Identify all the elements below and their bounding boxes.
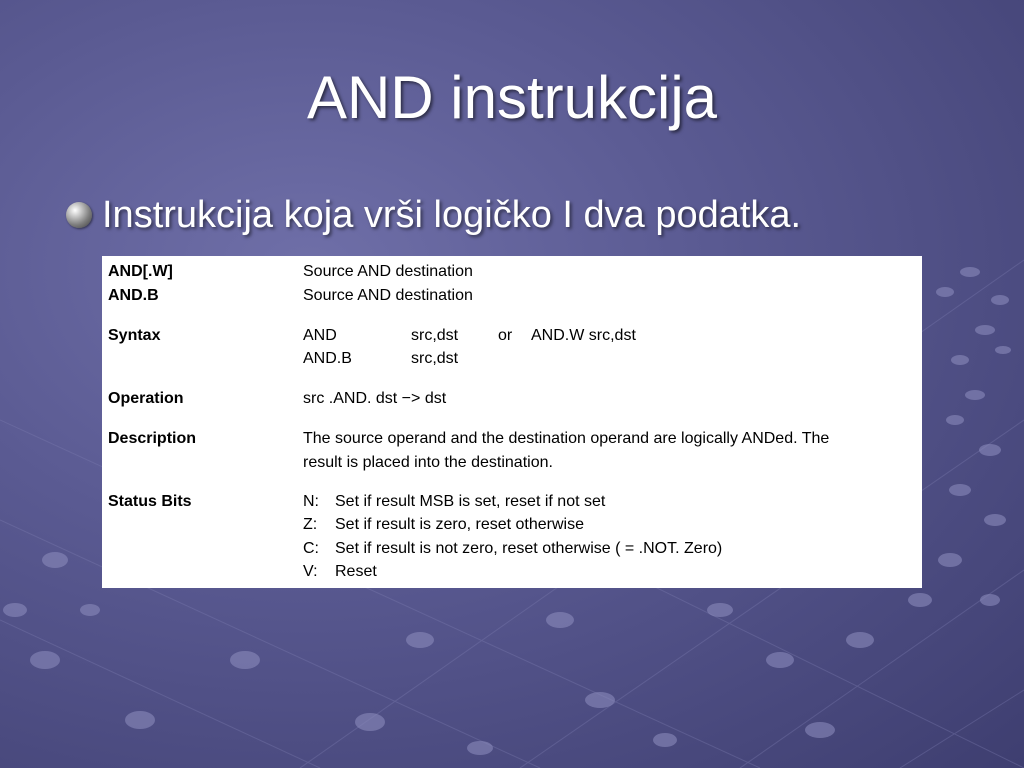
syntax-label: Syntax [108, 327, 161, 344]
description-label: Description [108, 430, 197, 447]
syntax-args: src,dst [411, 327, 459, 344]
description-text: The source operand and the destination operand are logically ANDed. The [303, 430, 830, 447]
mnemonic-label: AND[.W] [108, 263, 173, 280]
mnemonic-row-1 [102, 260, 922, 283]
status-label: Status Bits [108, 493, 192, 510]
status-row [102, 560, 922, 583]
status-flag: V: [303, 563, 318, 580]
status-row [102, 537, 922, 560]
status-text: Reset [335, 563, 377, 580]
syntax-row-2 [102, 347, 922, 370]
description-row-2 [102, 451, 922, 474]
status-row [102, 490, 922, 513]
status-flag: C: [303, 540, 319, 557]
bullet-text: Instrukcija koja vrši logičko I dva podatka. [102, 193, 802, 236]
syntax-op: AND.B [303, 350, 352, 367]
status-text: Set if result is not zero, reset otherwise ( = .NOT. Zero) [335, 540, 723, 557]
mnemonic-label: AND.B [108, 287, 159, 304]
syntax-row-1 [102, 324, 922, 347]
mnemonic-row-2 [102, 284, 922, 307]
syntax-args: src,dst [411, 350, 459, 367]
mnemonic-desc: Source AND destination [303, 287, 473, 304]
status-row [102, 513, 922, 536]
status-flag: N: [303, 493, 319, 510]
status-text: Set if result MSB is set, reset if not set [335, 493, 606, 510]
operation-text: src .AND. dst −> dst [303, 390, 447, 407]
instruction-reference-image [102, 256, 922, 588]
mnemonic-desc: Source AND destination [303, 263, 473, 280]
description-row-1 [102, 427, 922, 450]
description-text: result is placed into the destination. [303, 454, 553, 471]
syntax-or: or [498, 327, 513, 344]
syntax-op: AND [303, 327, 337, 344]
operation-label: Operation [108, 390, 184, 407]
syntax-alt: AND.W src,dst [531, 327, 636, 344]
slide-title: AND instrukcija [306, 64, 718, 131]
bullet-item [66, 192, 801, 238]
status-flag: Z: [303, 516, 318, 533]
operation-row [102, 387, 922, 410]
sphere-bullet-icon [66, 202, 92, 228]
status-text: Set if result is zero, reset otherwise [335, 516, 584, 533]
